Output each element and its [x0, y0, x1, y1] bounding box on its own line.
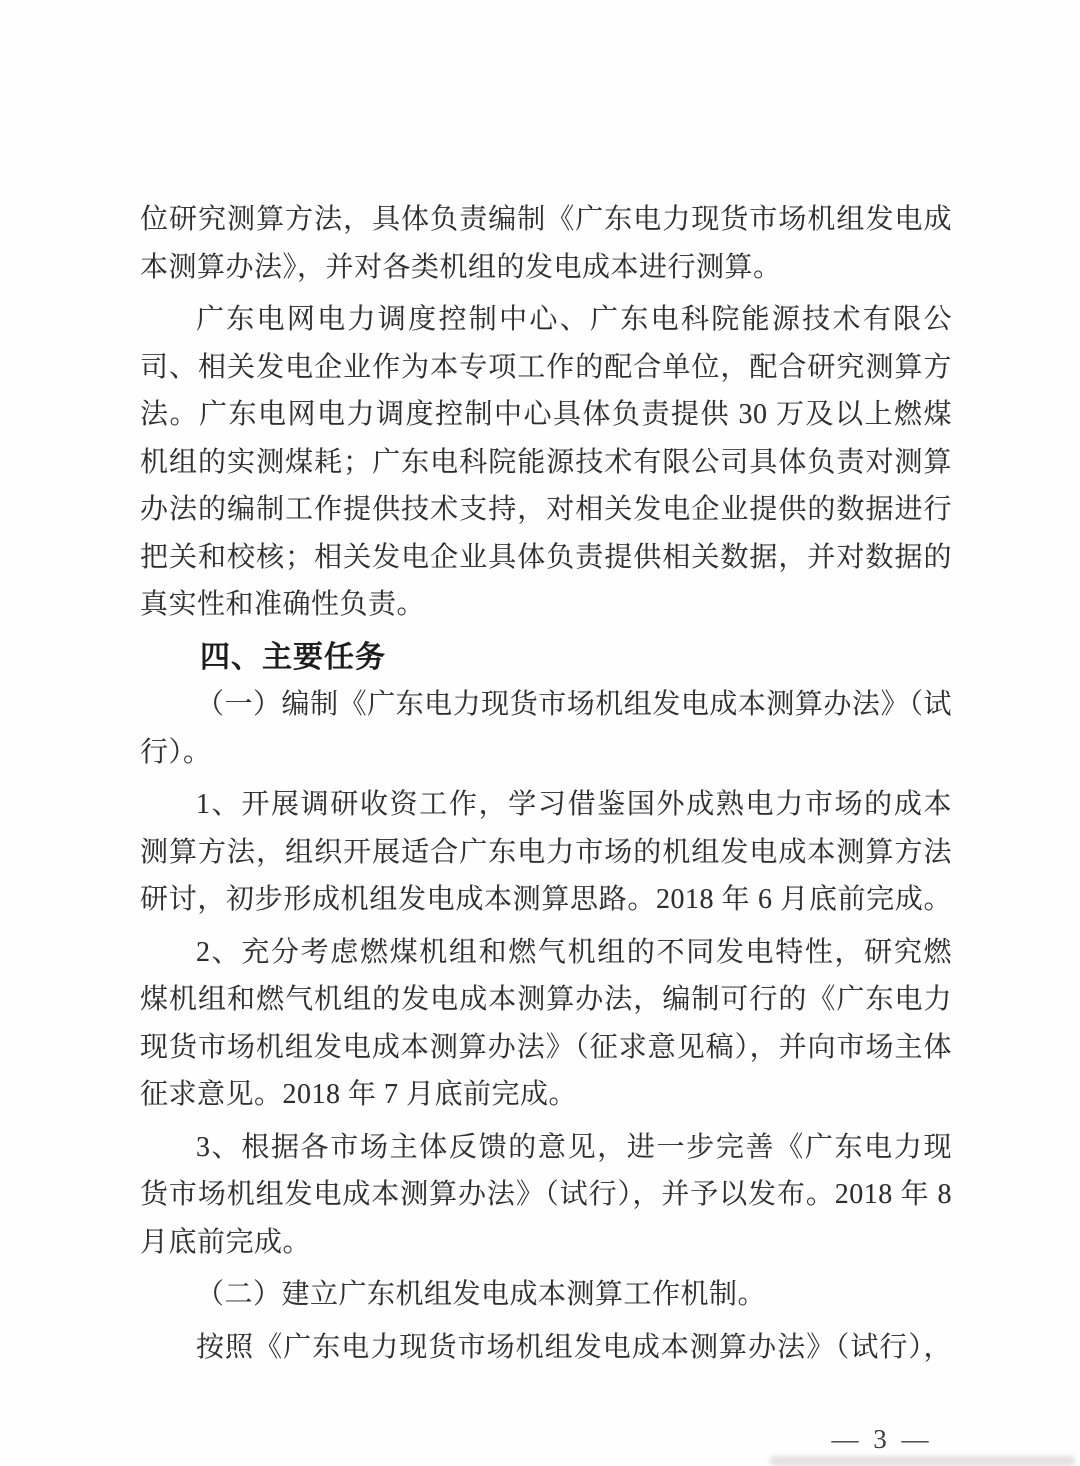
paragraph-subtask-3 — [140, 1124, 952, 1267]
text-block — [140, 196, 952, 1376]
body-line: 2、充分考虑燃煤机组和燃气机组的不同发电特性，研究燃 — [196, 936, 952, 968]
body-line: 现货市场机组发电成本测算办法》（征求意见稿），并向市场主体 — [140, 1031, 952, 1063]
paragraph-task-two — [140, 1271, 952, 1319]
body-line: 本测算办法》，并对各类机组的发电成本进行测算。 — [140, 251, 782, 283]
body-line: 货市场机组发电成本测算办法》（试行），并予以发布。2018 年 8 — [140, 1179, 952, 1210]
body-line: （二）建立广东机组发电成本测算工作机制。 — [196, 1279, 767, 1310]
paragraph-cooperating-units — [140, 296, 952, 629]
body-line: （一）编制《广东电力现货市场机组发电成本测算办法》（试 — [196, 689, 952, 720]
body-line: 机组的实测煤耗；广东电科院能源技术有限公司具体负责对测算 — [140, 446, 952, 478]
paragraph-according-to — [140, 1324, 952, 1372]
body-line: 司、相关发电企业作为本专项工作的配合单位，配合研究测算方 — [140, 351, 952, 383]
paragraph-subtask-2 — [140, 929, 952, 1119]
body-line: 位研究测算方法，具体负责编制《广东电力现货市场机组发电成 — [140, 204, 952, 235]
paragraph-subtask-1 — [140, 781, 952, 924]
body-line: 征求意见。2018 年 7 月底前完成。 — [140, 1079, 578, 1110]
section-heading-main-tasks: 四、主要任务 — [200, 640, 386, 674]
body-line: 广东电网电力调度控制中心、广东电科院能源技术有限公 — [196, 304, 952, 335]
body-line: 1、开展调研收资工作，学习借鉴国外成熟电力市场的成本 — [196, 789, 952, 820]
body-line: 月底前完成。 — [140, 1226, 312, 1258]
body-line: 煤机组和燃气机组的发电成本测算办法，编制可行的《广东电力 — [140, 984, 952, 1015]
body-line: 把关和校核；相关发电企业具体负责提供相关数据，并对数据的 — [140, 541, 952, 573]
page-number: — 3 — — [831, 1424, 933, 1454]
body-line: 测算方法，组织开展适合广东电力市场的机组发电成本测算方法 — [140, 836, 952, 868]
body-line: 办法的编制工作提供技术支持，对相关发电企业提供的数据进行 — [140, 494, 952, 525]
body-line: 真实性和准确性负责。 — [140, 589, 426, 620]
paragraph-continuation — [140, 196, 952, 291]
body-line: 按照《广东电力现货市场机组发电成本测算办法》（试行）， — [196, 1331, 952, 1363]
paragraph-task-one — [140, 681, 952, 776]
scan-smudge — [770, 1456, 1075, 1466]
body-line: 法。广东电网电力调度控制中心具体负责提供 30 万及以上燃煤 — [140, 399, 952, 430]
body-line: 3、根据各市场主体反馈的意见，进一步完善《广东电力现 — [196, 1131, 952, 1163]
body-line: 研讨，初步形成机组发电成本测算思路。2018 年 6 月底前完成。 — [140, 884, 952, 915]
body-line: 行）。 — [140, 736, 212, 768]
